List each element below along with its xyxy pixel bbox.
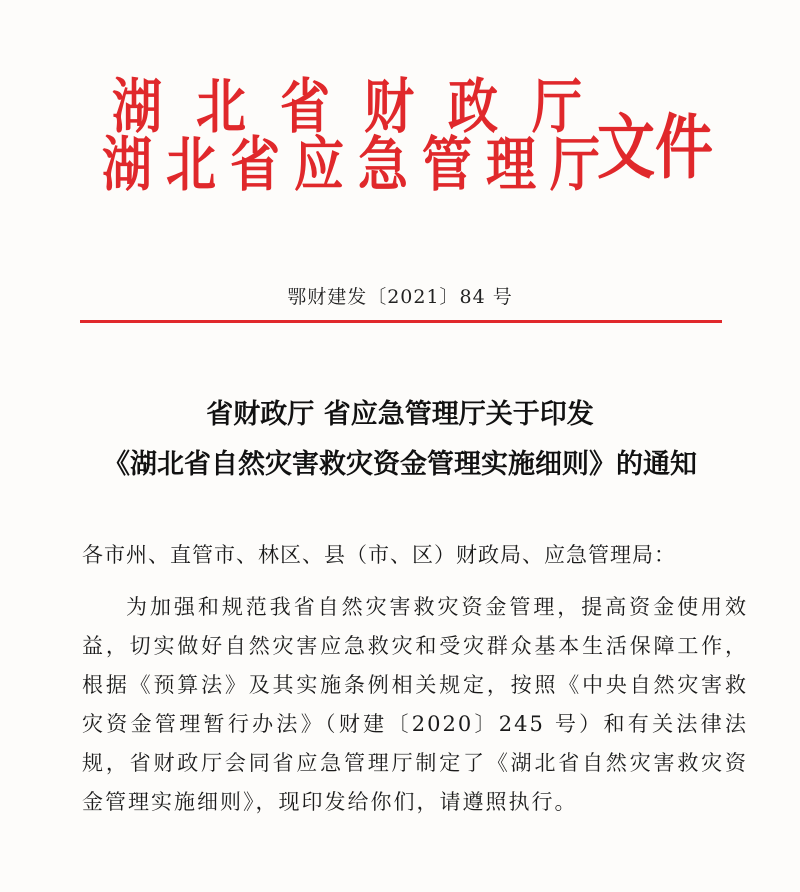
issuer-char: 厅 [550, 129, 600, 200]
issuer-char: 政 [448, 71, 498, 142]
issuer-char: 北 [196, 71, 246, 142]
body-paragraph: 为加强和规范我省自然灾害救灾资金管理，提高资金使用效益，切实做好自然灾害应急救灾和受灾群众基本生活保障工作，根据《预算法》及其实施条例相关规定，按照《中央自然灾害救灾资金管理暂行办法》（财建〔2020〕245 号）和有关法律法规，省财政厅会同省应急管理厅制定了《湖北省自然灾害救灾资金管理实施细则》，现印发给你们，请遵照执行。 [82, 595, 748, 814]
issuer-finance-department [95, 71, 607, 142]
issuer-char: 省 [230, 129, 280, 200]
title-line-2: 《湖北省自然灾害救灾资金管理实施细则》的通知 [103, 449, 697, 480]
issuer-char: 湖 [102, 129, 152, 200]
issuer-emergency-department [95, 129, 607, 200]
issuer-char: 省 [280, 71, 330, 142]
title-line-1: 省财政厅 省应急管理厅关于印发 [206, 399, 594, 430]
issuer-char: 理 [486, 129, 536, 200]
salutation: 各市州、直管市、林区、县（市、区）财政局、应急管理局： [82, 543, 676, 567]
document-type-label: 文件 [597, 106, 714, 189]
issuer-char: 北 [166, 129, 216, 200]
issuing-authorities [95, 71, 607, 200]
issuer-char: 财 [364, 71, 414, 142]
document-number: 鄂财建发〔2021〕84 号 [287, 286, 513, 308]
issuer-char: 应 [294, 129, 344, 200]
issuer-char: 管 [422, 129, 472, 200]
issuer-char: 湖 [112, 71, 162, 142]
issuer-char: 急 [358, 129, 408, 200]
red-divider-line [80, 320, 722, 323]
issuer-char: 厅 [532, 71, 582, 142]
document-title [0, 390, 800, 490]
